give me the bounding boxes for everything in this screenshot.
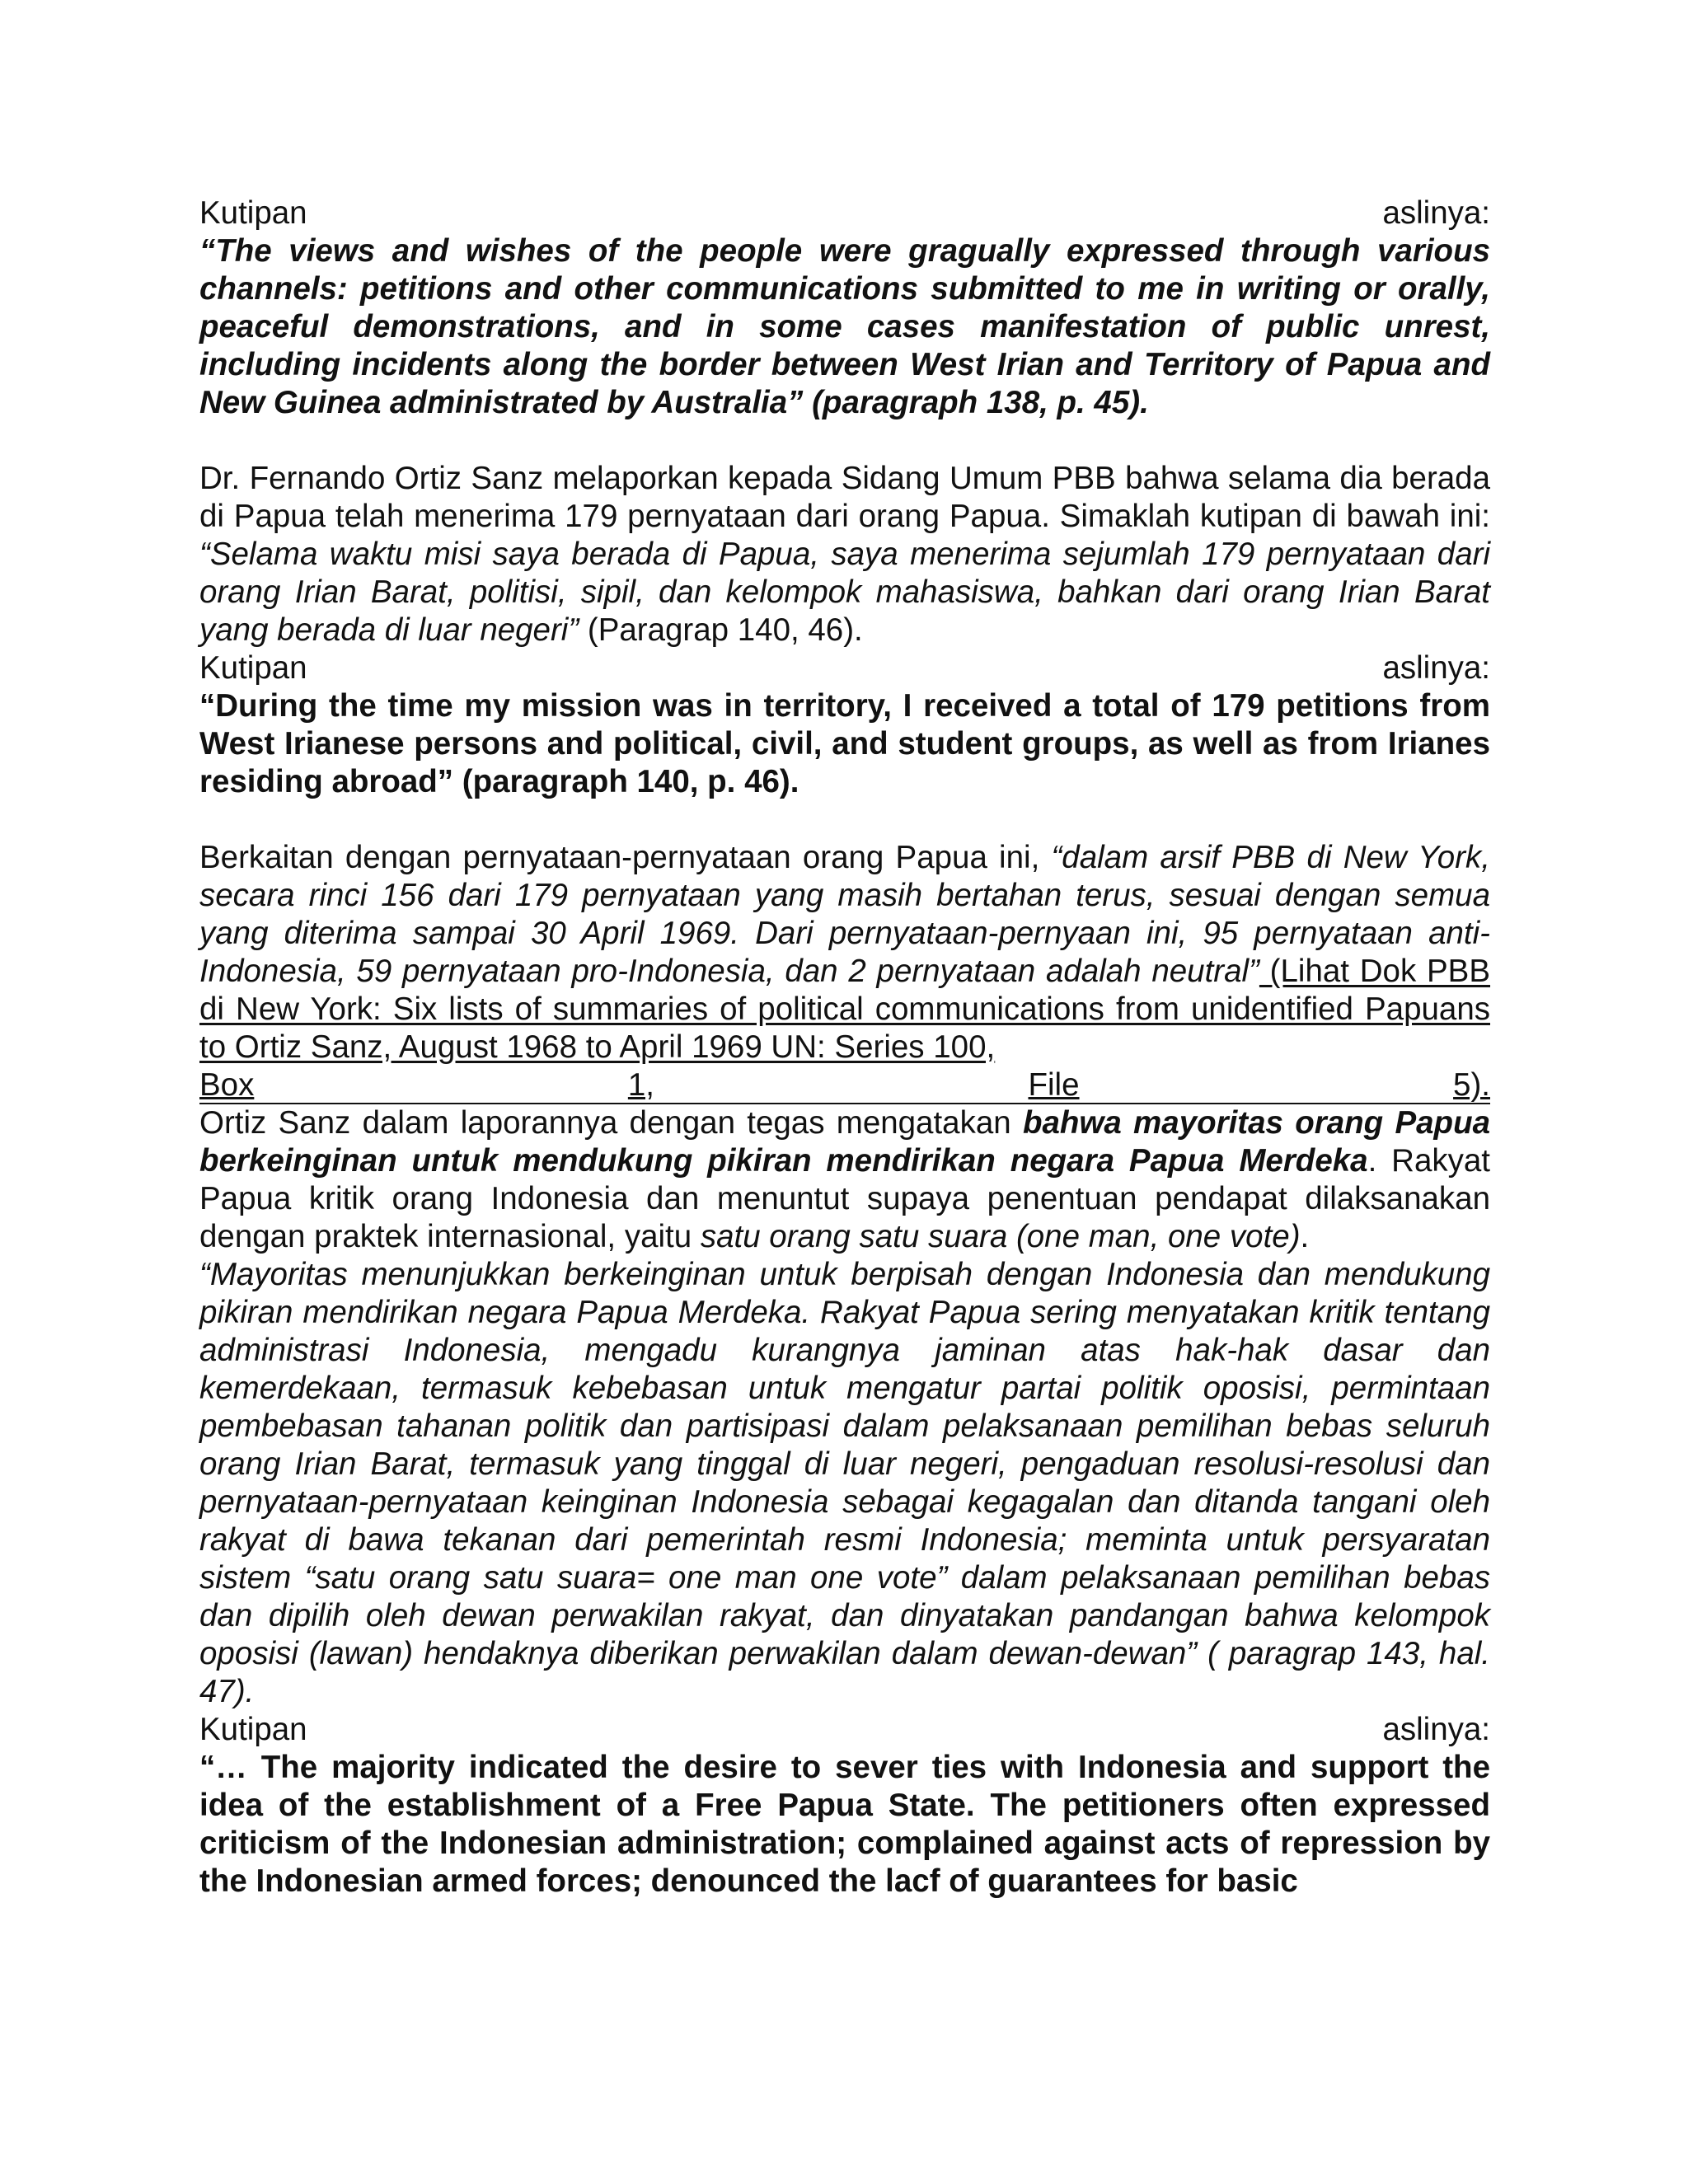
document-page (199, 194, 1490, 1900)
translated-quote-140: “Selama waktu misi saya berada di Papua, saya menerima sejumlah 179 pernyataan dari orang Irian Barat, politisi, sipil, dan kelompok mahasiswa, bahkan dari orang Irian Barat yang berada di luar negeri” (199, 537, 1490, 648)
summary-emphasis: bahwa mayoritas orang Papua berkeinginan untuk mendukung pikiran mendirikan negara Papua Merdeka (199, 1105, 1490, 1179)
intro-text: Dr. Fernando Ortiz Sanz melaporkan kepada Sidang Umum PBB bahwa selama dia berada di Papua telah menerima 179 pernyataan dari orang Papua. Simaklah kutipan di bawah ini: (199, 461, 1490, 534)
original-quote-138: “The views and wishes of the people were gragually expressed through various channels: petitions and other communications submitted to me in writing or orally, peaceful demonstrations, and in some cases manifestation of public unrest, including incidents along the border between West Irian and Territory of Papua and New Guinea administrated by Australia” (paragraph 138, p. 45). (199, 233, 1490, 420)
ref-file-number: 5). (1453, 1067, 1490, 1103)
summary-end: . (1300, 1219, 1310, 1254)
un-document-reference: (Lihat Dok PBB di New York: Six lists of summaries of political communications from unidentified Papuans to Ortiz Sanz, August 1968 to April 1969 UN: Series 100, (199, 954, 1491, 1065)
one-man-one-vote: satu orang satu suara (one man, one vote) (700, 1219, 1301, 1254)
archive-quote: “dalam arsif PBB di New York, secara rinci 156 dari 179 pernyataan yang masih bertahan terus, sesuai dengan semua yang diterima sampai 30 April 1969. Dari pernyataan-pernyaan ini, 95 pernyataan anti-Indonesia, 59 pernyataan pro-Indonesia, dan 2 pernyataan adalah neutral” (199, 840, 1490, 989)
quote-label-line (199, 649, 1490, 687)
paragraph-ortiz-summary (199, 1104, 1490, 1256)
summary-text: . Rakyat Papua kritik orang Indonesia dan menuntut supaya penentuan pendapat dilaksanakan dengan praktek internasional, yaitu (199, 1143, 1490, 1254)
quote-label-line (199, 194, 1490, 232)
paragraph-gap (199, 801, 1490, 839)
label-aslinya: aslinya: (1382, 650, 1490, 686)
label-kutipan: Kutipan (199, 1712, 307, 1747)
ref-file: File (1028, 1067, 1080, 1103)
paragraph-ortiz-sanz-report (199, 460, 1490, 649)
translated-quote-143: “Mayoritas menunjukkan berkeinginan untuk berpisah dengan Indonesia dan mendukung pikiran mendirikan negara Papua Merdeka. Rakyat Papua sering menyatakan kritik tentang administrasi Indonesia, mengadu kurangnya jaminan atas hak-hak dasar dan kemerdekaan, termasuk kebebasan untuk mengatur partai politik oposisi, permintaan pembebasan tahanan politik dan partisipasi dalam pelaksanaan pemilihan bebas seluruh orang Irian Barat, termasuk yang tinggal di luar negeri, pengaduan resolusi-resolusi dan pernyataan-pernyataan keinginan Indonesia sebagai kegagalan dan ditanda tangani oleh rakyat di bawa tekanan dari pemerintah resmi Indonesia; meminta untuk persyaratan sistem “satu orang satu suara= one man one vote” dalam pelaksanaan pemilihan bebas dan dipilih oleh dewan perwakilan rakyat, dan dinyatakan pandangan bahwa kelompok oposisi (lawan) hendaknya diberikan perwakilan dalam dewan-dewan” ( paragrap 143, hal. 47). (199, 1257, 1490, 1709)
reference-last-line (199, 1066, 1490, 1104)
original-quote-143: “… The majority indicated the desire to sever ties with Indonesia and support the idea of the establishment of a Free Papua State. The petitioners often expressed criticism of the Indonesian administration; complained against acts of repression by the Indonesian armed forces; denounced the lacf of guarantees for basic (199, 1750, 1490, 1899)
intro-text: Berkaitan dengan pernyataan-pernyataan orang Papua ini, (199, 840, 1052, 875)
ref-box: Box (199, 1067, 255, 1103)
label-aslinya: aslinya: (1382, 1712, 1490, 1747)
label-aslinya: aslinya: (1382, 195, 1490, 231)
label-kutipan: Kutipan (199, 650, 307, 686)
original-quote-140: “During the time my mission was in territory, I received a total of 179 petitions from West Irianese persons and political, civil, and student groups, as well as from Irianes residing abroad” (paragraph 140, p. 46). (199, 688, 1490, 799)
label-kutipan: Kutipan (199, 195, 307, 231)
ref-box-number: 1, (627, 1067, 654, 1103)
summary-text: Ortiz Sanz dalam laporannya dengan tegas mengatakan (199, 1105, 1023, 1141)
paragraph-un-archive (199, 839, 1490, 1066)
quote-label-line (199, 1711, 1490, 1749)
reference-140: (Paragrap 140, 46). (579, 612, 863, 648)
paragraph-gap (199, 422, 1490, 460)
